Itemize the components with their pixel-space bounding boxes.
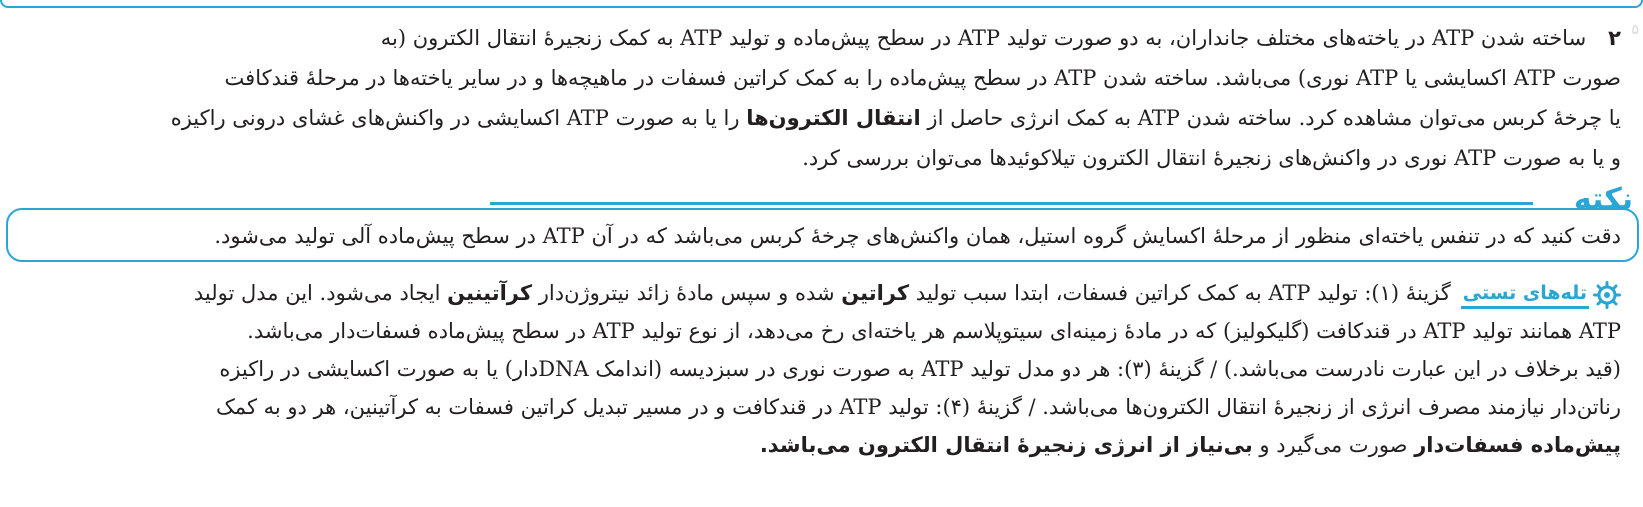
top-frame-line	[0, 0, 1643, 8]
faint-question-number: ۵	[1631, 22, 1639, 38]
note-title: نکته	[1568, 183, 1633, 217]
question-number: ۲	[1608, 26, 1621, 50]
bold-creatine: کراتین	[841, 281, 910, 305]
question-line-4: و یا به صورت ATP نوری در واکنش‌های زنجیرهٔ انتقال الکترون تیلاکوئیدها می‌توان بررسی کرد.	[802, 146, 1621, 170]
bold-no-etc-energy: بی‌نیاز از انرژی زنجیرهٔ انتقال الکترون می‌باشد.	[759, 433, 1253, 457]
answer-line-3: (قید برخلاف در این عبارت نادرست می‌باشد.) / گزینهٔ (۳): هر دو مدل تولید ATP به صورت نوری در سبزدیسه (اندامک DNAدار) یا به صورت اکسایشی در راکیزه	[219, 357, 1621, 381]
question-line-2: صورت ATP اکسایشی یا ATP نوری) می‌باشد. ساخته شدن ATP در سطح پیش‌ماده را به کمک کراتین فسفات در ماهیچه‌ها و در سایر یاخته‌ها در مرحلهٔ قندکافت	[224, 66, 1621, 90]
answer-paragraph	[16, 274, 1621, 464]
bold-phosphate-substrate: پیش‌ماده فسفات‌دار	[1414, 433, 1621, 457]
note-box: دقت کنید که در تنفس یاخته‌ای منظور از مرحلهٔ اکسایش گروه استیل، همان واکنش‌های چرخهٔ کربس می‌باشد که در آن ATP در سطح پیش‌ماده آلی تولید می‌شود.	[6, 208, 1639, 262]
note-title-rule	[490, 202, 1533, 205]
answer-line-4: رناتن‌دار نیازمند مصرف انرژی از زنجیرهٔ انتقال الکترون‌ها می‌باشد. / گزینهٔ (۴): تولید ATP در قندکافت و در مسیر تبدیل کراتین فسفات به کرآتینین، هر دو به کمک	[216, 395, 1621, 419]
question-line-1: ۲ساخته شدن ATP در یاخته‌های مختلف جانداران، به دو صورت تولید ATP در سطح پیش‌ماده و تولید ATP به کمک زنجیرهٔ انتقال الکترون (به	[380, 26, 1621, 50]
answer-line-5: پیش‌ماده فسفات‌دار صورت می‌گیرد و بی‌نیاز از انرژی زنجیرهٔ انتقال الکترون می‌باشد.	[759, 433, 1621, 457]
question-line-3: یا چرخهٔ کربس می‌توان مشاهده کرد. ساخته شدن ATP به کمک انرژی حاصل از انتقال الکترون‌ها را یا به صورت ATP اکسایشی در واکنش‌های غشای درونی راکیزه	[170, 106, 1621, 130]
bold-electron-transfer: انتقال الکترون‌ها	[746, 106, 921, 130]
answer-line-2: ATP همانند تولید ATP در قندکافت (گلیکولیز) که در مادهٔ زمینه‌ای سیتوپلاسم هر یاخته‌ای رخ می‌دهد، از نوع تولید ATP در سطح پیش‌ماده فسفات‌دار می‌باشد.	[247, 319, 1621, 343]
answer-line-1: تله‌های تستی گزینهٔ (۱): تولید ATP به کمک کراتین فسفات، ابتدا سبب تولید کراتین شده و سپس مادهٔ زائد نیتروژن‌دار کرآتینین ایجاد می‌شود. این مدل تولید	[16, 274, 1621, 312]
question-paragraph	[16, 18, 1621, 178]
bold-creatinine: کرآتینین	[447, 281, 533, 305]
trap-badge-label: تله‌های تستی	[1461, 280, 1589, 309]
gear-icon	[1593, 281, 1621, 309]
trap-badge	[1461, 280, 1621, 309]
